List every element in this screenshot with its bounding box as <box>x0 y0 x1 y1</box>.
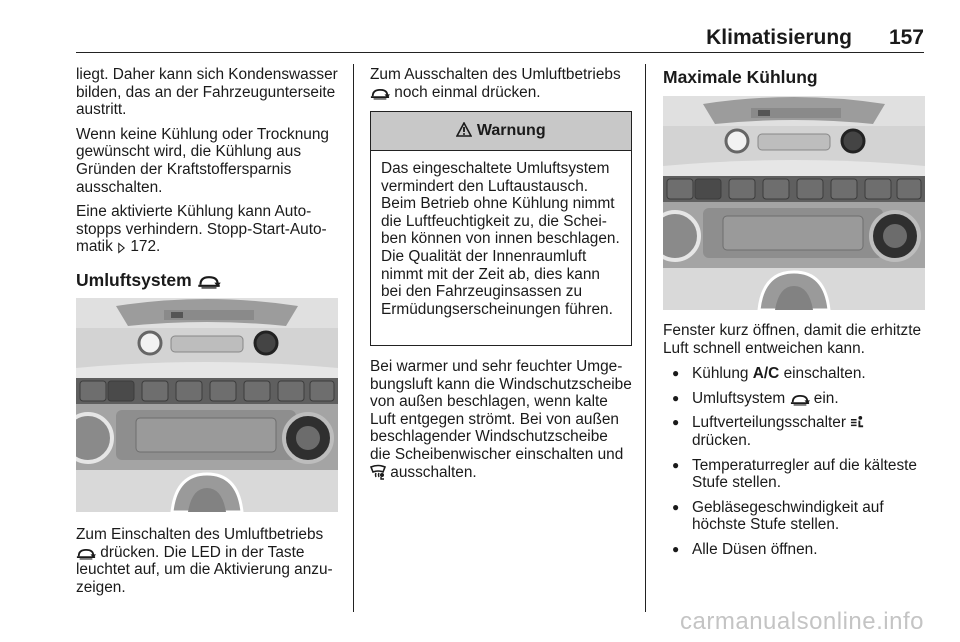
list-item: ● Alle Düsen öffnen. <box>663 541 927 559</box>
list-text: drücken. <box>692 431 752 449</box>
section-heading: Maximale Kühlung <box>663 67 818 87</box>
climate-panel-image <box>76 298 338 512</box>
paragraph-text: ausschalten. <box>390 463 477 481</box>
climate-panel-image <box>663 96 925 310</box>
column-2 <box>370 66 632 108</box>
paragraph: liegt. Daher kann sich Kondenswasser bilden, das an der Fahrzeugunterseite austritt. <box>76 66 338 119</box>
ac-key-label: A/C <box>752 365 780 383</box>
warning-box <box>370 111 632 346</box>
warning-triangle-icon <box>456 122 472 137</box>
list-item <box>663 390 927 408</box>
recirculation-icon <box>790 393 810 406</box>
figure-recirculation-panel <box>76 298 338 512</box>
paragraph-text: Zum Ausschalten des Umluftbetriebs <box>370 66 621 83</box>
paragraph <box>76 526 340 596</box>
section-title: Klimatisierung <box>706 26 852 49</box>
paragraph-text: Bei warmer und sehr feuchter Umgebungsluft kann die Windschutzscheibe von außen beschlagen, wenn kalte Luft entgegen strömt. Bei von außen beschlagender Windschutzscheibe die Scheibenwischer einschalten und <box>370 358 632 463</box>
warning-body: Das eingeschaltete Umluftsystem vermindert den Luftaustausch. Beim Betrieb ohne Kühlung nimmt die Luftfeuchtigkeit zu, die Scheiben können von innen beschlagen. Die Qualität der Innenraumluft nimmt mit der Zeit ab, dies kann bei den Fahrzeuginsassen zu Ermüdungserscheinungen führen. <box>381 160 620 318</box>
page-reference-icon <box>117 242 126 254</box>
warning-title: Warnung <box>476 122 546 139</box>
list-text: ein. <box>813 389 839 407</box>
page-number: 157 <box>888 26 924 49</box>
column-1-bottom <box>76 526 340 603</box>
recirculation-icon <box>76 547 96 560</box>
column-2-bottom <box>370 358 632 488</box>
list-item: ● Temperaturregler auf die kälteste Stufe stellen. <box>663 457 927 492</box>
warning-header <box>371 112 631 151</box>
recirculation-icon <box>197 274 221 289</box>
recirculation-icon <box>370 87 390 100</box>
heading-text: Umluftsystem <box>76 269 192 290</box>
list-text: Luftverteilungsschalter <box>692 414 846 432</box>
column-divider-1 <box>353 64 354 612</box>
list-text: Umluftsystem <box>692 389 786 407</box>
list-text: einschalten. <box>783 365 866 383</box>
figure-max-cooling-panel <box>663 96 925 310</box>
instruction-list <box>663 365 927 558</box>
column-divider-2 <box>645 64 646 612</box>
paragraph <box>76 203 340 256</box>
paragraph <box>370 66 632 101</box>
paragraph-text: drücken. Die LED in der Taste leuchtet auf, um die Aktivierung anzuzeigen. <box>76 543 333 596</box>
section-heading <box>76 270 340 290</box>
list-item <box>663 414 927 449</box>
paragraph-text: noch einmal drücken. <box>394 83 541 101</box>
paragraph-text: Zum Einschalten des Umluftbetriebs <box>76 526 324 543</box>
list-item <box>663 365 927 383</box>
page-header <box>76 26 924 53</box>
column-3 <box>663 67 925 87</box>
paragraph: Fenster kurz öffnen, damit die erhitzte Luft schnell entweichen kann. <box>663 322 922 357</box>
paragraph-text: Eine aktivierte Kühlung kann Autostopps verhindern. Stopp-Start-Automatik <box>76 203 327 256</box>
air-distribution-icon <box>850 415 865 430</box>
list-text: Kühlung <box>692 365 749 383</box>
watermark: carmanualsonline.info <box>680 608 924 635</box>
paragraph <box>370 358 632 481</box>
column-1 <box>76 66 340 290</box>
list-item: ● Gebläsegeschwindigkeit auf höchste Stufe stellen. <box>663 499 927 534</box>
windscreen-defrost-icon <box>370 464 386 480</box>
column-3-bottom <box>663 322 927 566</box>
paragraph: Wenn keine Kühlung oder Trocknung gewünscht wird, die Kühlung aus Gründen der Kraftstoffersparnis ausschalten. <box>76 125 329 196</box>
page-reference[interactable]: 172. <box>130 238 161 256</box>
